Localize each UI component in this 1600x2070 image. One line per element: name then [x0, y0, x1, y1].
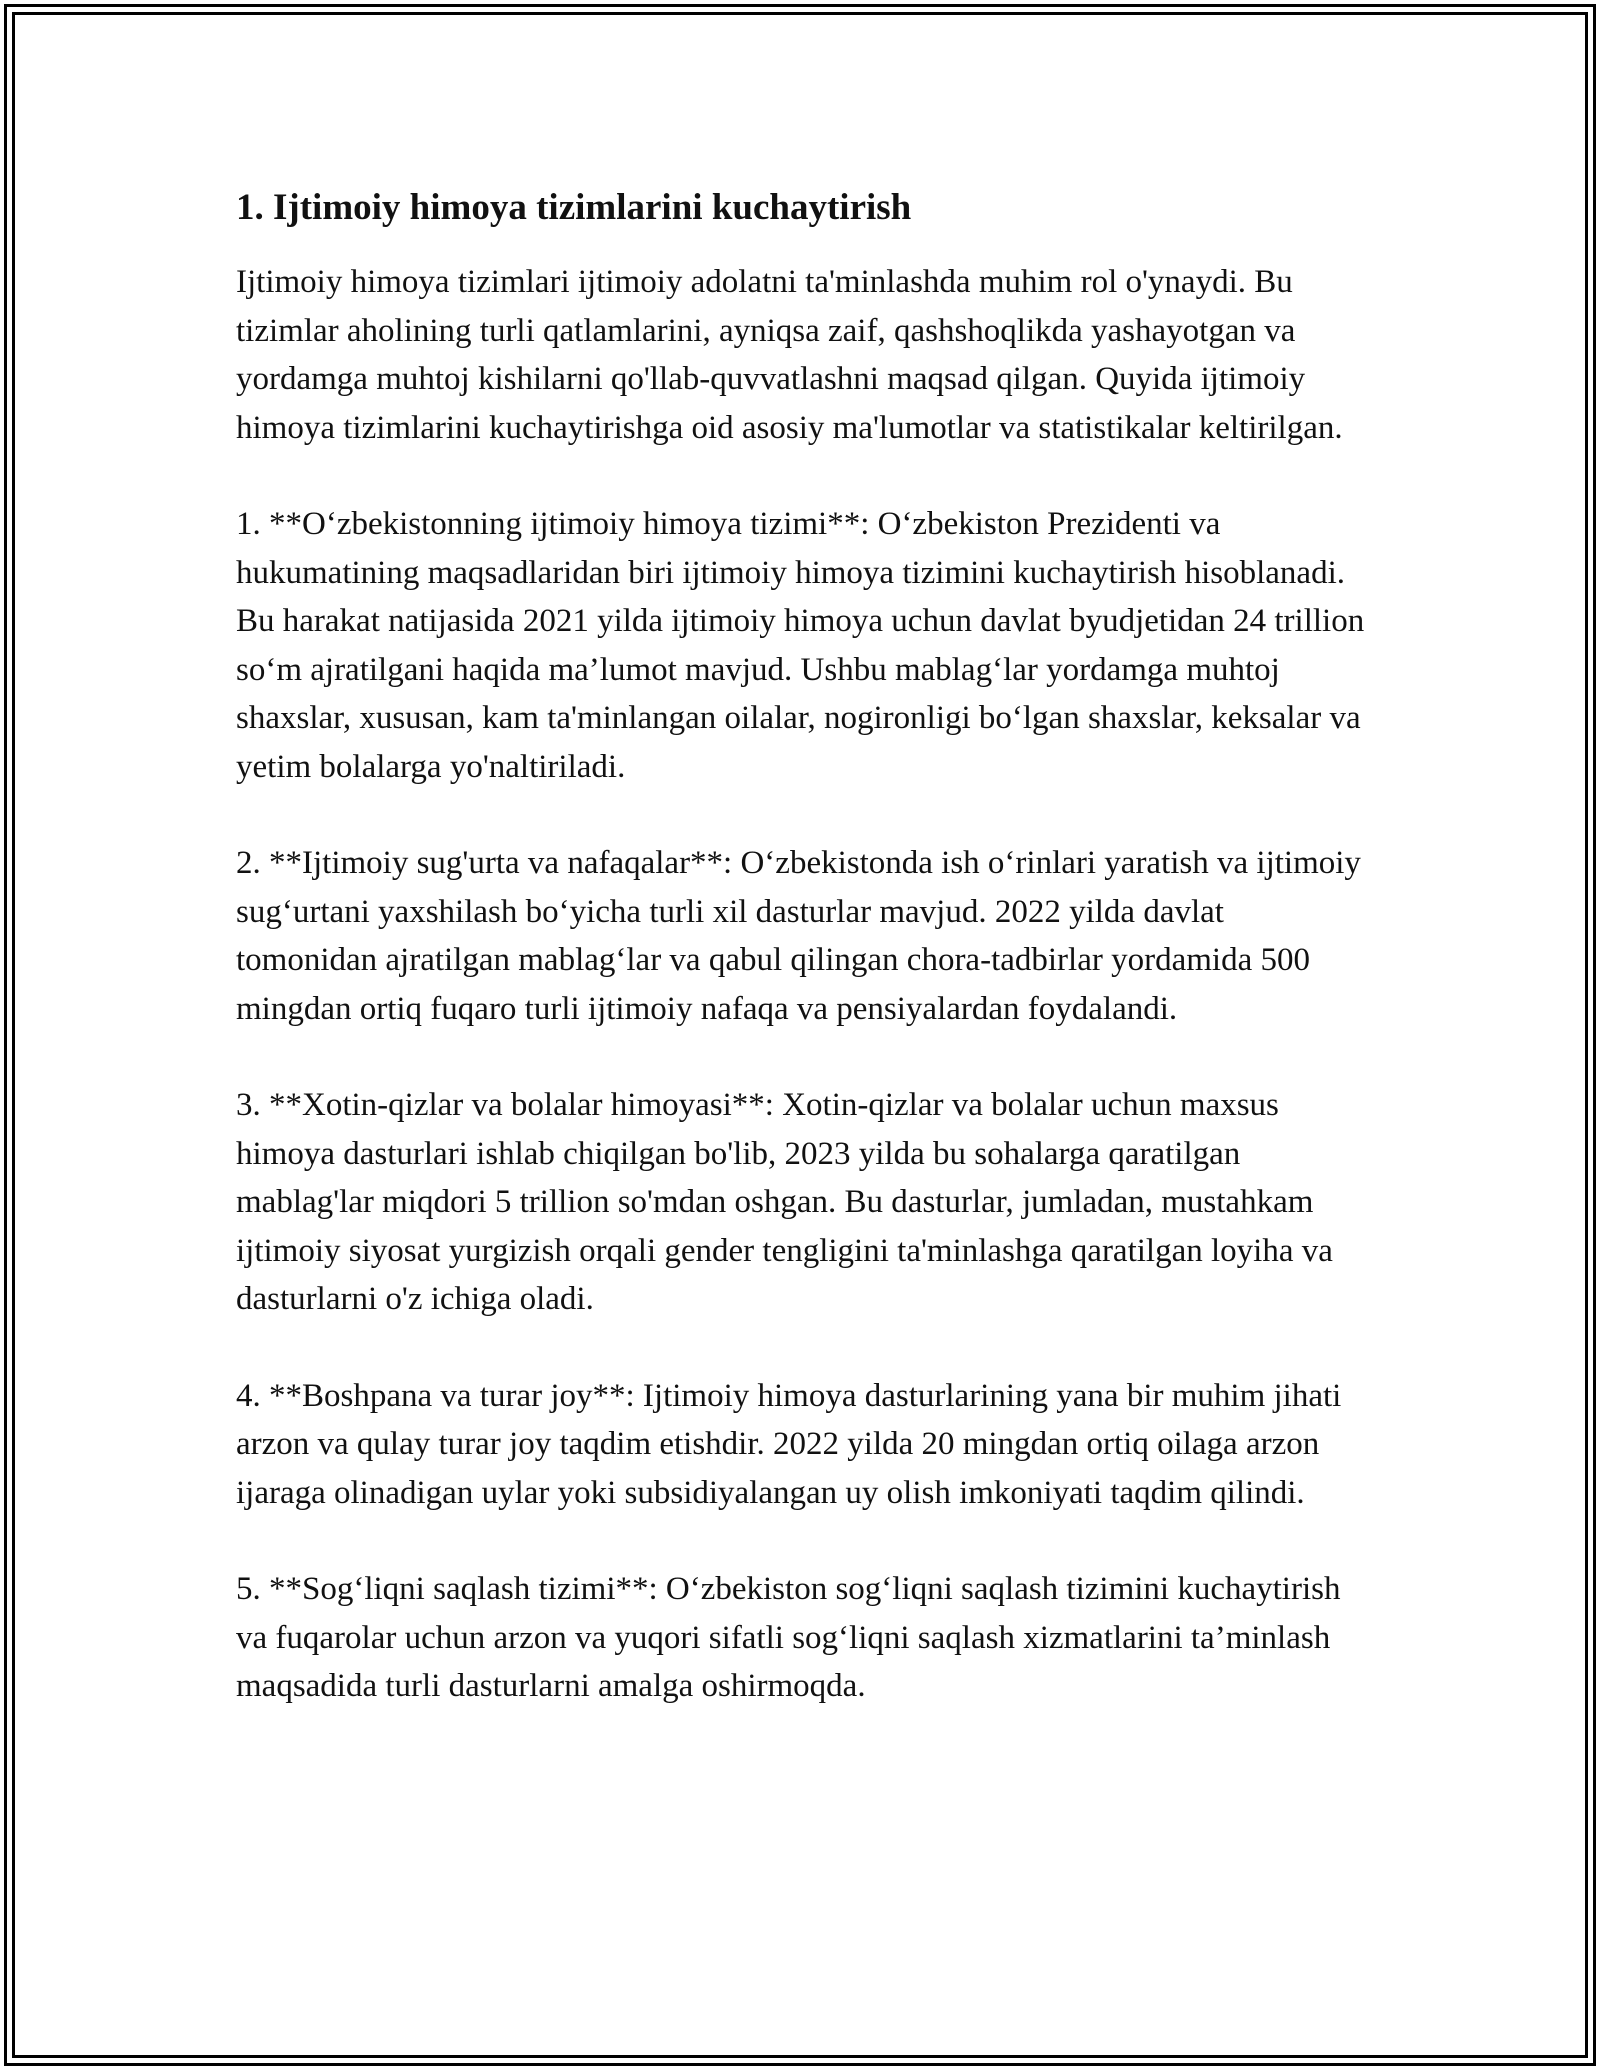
document-body — [236, 184, 1366, 1759]
intro-paragraph: Ijtimoiy himoya tizimlari ijtimoiy adolatni ta'minlashda muhim rol o'ynaydi. Bu tizimlar aholining turli qatlamlarini, ayniqsa zaif, qashshoqlikda yashayotgan va yordamga muhtoj kishilarni qo'llab-quvvatlashni maqsad qilgan. Quyida ijtimoiy himoya tizimlarini kuchaytirishga oid asosiy ma'lumotlar va statistikalar keltirilgan. — [236, 264, 1343, 446]
paragraph-healthcare: 5. **Sog‘liqni saqlash tizimi**: O‘zbekiston sog‘liqni saqlash tizimini kuchaytirish va fuqarolar uchun arzon va yuqori sifatli sog‘liqni saqlash xizmatlarini ta’minlash maqsadida turli dasturlarni amalga oshirmoqda. — [236, 1571, 1341, 1704]
paragraph-housing: 4. **Boshpana va turar joy**: Ijtimoiy himoya dasturlarining yana bir muhim jihati arzon va qulay turar joy taqdim etishdir. 2022 yilda 20 mingdan ortiq oilaga arzon ijaraga olinadigan uylar yoki subsidiyalangan uy olish imkoniyati taqdim qilindi. — [236, 1377, 1342, 1511]
paragraph-social-insurance: 2. **Ijtimoiy sug'urta va nafaqalar**: O‘zbekistonda ish o‘rinlari yaratish va ijtimoiy sug‘urtani yaxshilash bo‘yicha turli xil dasturlar mavjud. 2022 yilda davlat tomonidan ajratilgan mablag‘lar va qabul qilingan chora-tadbirlar yordamida 500 mingdan ortiq fuqaro turli ijtimoiy nafaqa va pensiyalardan foydalandi. — [236, 845, 1361, 1027]
paragraph-social-protection-system: 1. **O‘zbekistonning ijtimoiy himoya tizimi**: O‘zbekiston Prezidenti va hukumatining maqsadlaridan biri ijtimoiy himoya tizimini kuchaytirish hisoblanadi. Bu harakat natijasida 2021 yilda ijtimoiy himoya uchun davlat byudjetidan 24 trillion so‘m ajratilgani haqida ma’lumot mavjud. Ushbu mablag‘lar yordamga muhtoj shaxslar, xususan, kam ta'minlangan oilalar, nogironligi bo‘lgan shaxslar, keksalar va yetim bolalarga yo'naltiriladi. — [236, 506, 1365, 785]
document-title: 1. Ijtimoiy himoya tizimlarini kuchaytirish — [236, 187, 912, 228]
paragraph-women-children-protection: 3. **Xotin-qizlar va bolalar himoyasi**: Xotin-qizlar va bolalar uchun maxsus himoya dasturlari ishlab chiqilgan bo'lib, 2023 yilda bu sohalarga qaratilgan mablag'lar miqdori 5 trillion so'mdan oshgan. Bu dasturlar, jumladan, mustahkam ijtimoiy siyosat yurgizish orqali gender tengligini ta'minlashga qaratilgan loyiha va dasturlarni o'z ichiga oladi. — [236, 1087, 1333, 1317]
